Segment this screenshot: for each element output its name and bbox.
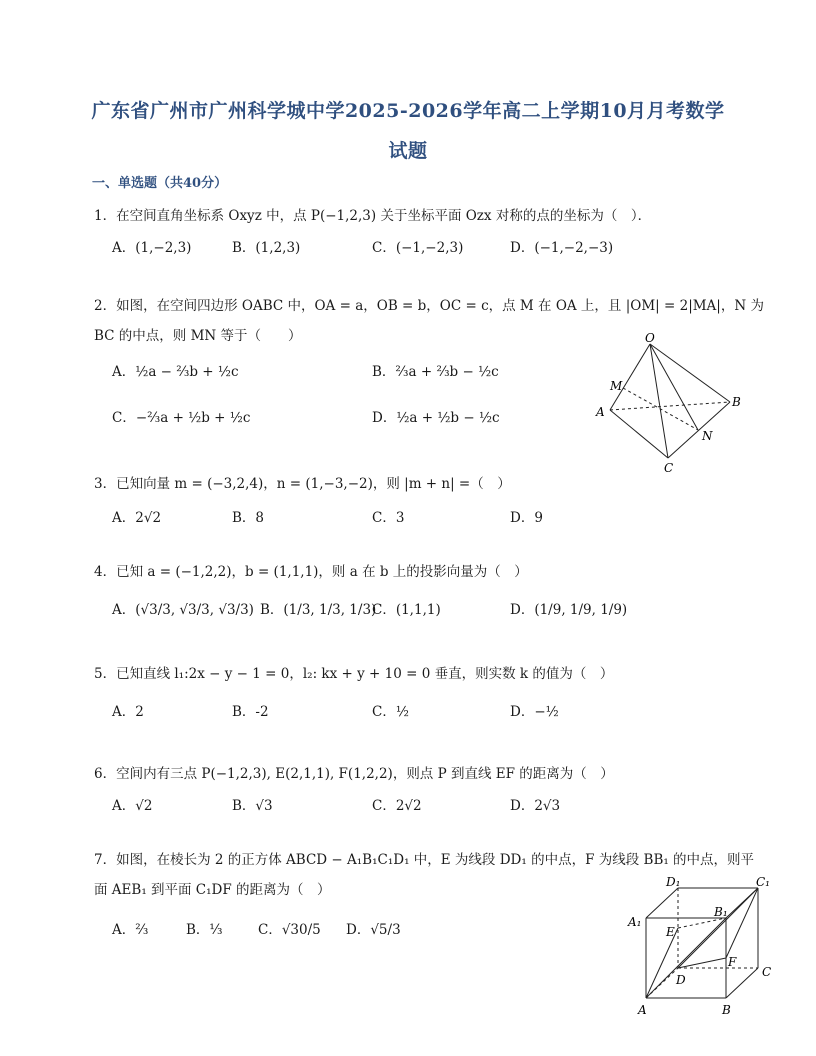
fig2-label-d: D — [676, 973, 686, 987]
q2-option-a: A．½a − ⅔b + ½c — [112, 364, 239, 380]
fig1-label-b: B — [732, 395, 741, 409]
tetrahedron-figure — [590, 332, 750, 474]
question-1-stem: 1．在空间直角坐标系 Oxyz 中，点 P(−1,2,3) 关于坐标平面 Ozx 对称的点的坐标为（ ）． — [94, 208, 652, 224]
q3-option-c: C．3 — [372, 510, 405, 526]
question-2-stem-line2: BC 的中点，则 MN 等于（ ） — [94, 328, 302, 344]
section-heading: 一、单选题（共40分） — [92, 176, 228, 191]
q6-option-a: A．√2 — [112, 798, 153, 814]
fig2-label-e: E — [666, 925, 675, 939]
q6-option-b: B．√3 — [232, 798, 273, 814]
q5-option-a: A．2 — [112, 704, 144, 720]
fig1-label-n: N — [702, 429, 713, 443]
fig2-label-f: F — [728, 955, 737, 969]
question-7-stem: 7．如图，在棱长为 2 的正方体 ABCD − A₁B₁C₁D₁ 中，E 为线段 DD₁ 的中点，F 为线段 BB₁ 的中点，则平 — [94, 852, 755, 868]
fig2-label-c: C — [762, 965, 772, 979]
q2-option-d: D．½a + ½b − ½c — [372, 410, 500, 426]
q3-option-b: B．8 — [232, 510, 265, 526]
q3-option-a: A．2√2 — [112, 510, 162, 526]
fig2-label-a1: A₁ — [628, 915, 642, 929]
cube-figure — [622, 874, 782, 1024]
fig1-label-a: A — [596, 405, 605, 419]
q6-option-d: D．2√3 — [510, 798, 561, 814]
q2-option-c: C．−⅔a + ½b + ½c — [112, 410, 251, 426]
q7-option-a: A．⅔ — [112, 922, 149, 938]
doc-title-line2: 试题 — [388, 140, 428, 162]
question-2-stem: 2．如图，在空间四边形 OABC 中，OA = a，OB = b，OC = c，点 M 在 OA 上，且 |OM| = 2|MA|，N 为 — [94, 298, 764, 314]
q4-option-b: B．(1/3, 1/3, 1/3) — [260, 602, 377, 618]
q1-option-a: A．(1,−2,3) — [112, 240, 192, 256]
q7-option-d: D．√5/3 — [346, 922, 401, 938]
q6-option-c: C．2√2 — [372, 798, 422, 814]
q3-option-d: D．9 — [510, 510, 543, 526]
q7-option-b: B．⅓ — [186, 922, 223, 938]
q2-option-b: B．⅔a + ⅔b − ½c — [372, 364, 499, 380]
q4-option-a: A．(√3/3, √3/3, √3/3) — [112, 602, 254, 618]
q1-option-c: C．(−1,−2,3) — [372, 240, 464, 256]
question-3-stem: 3．已知向量 m = (−3,2,4)，n = (1,−3,−2)，则 |m + n| =（ ） — [94, 476, 511, 492]
q1-option-d: D．(−1,−2,−3) — [510, 240, 614, 256]
fig2-label-c1: C₁ — [756, 875, 770, 889]
q4-option-d: D．(1/9, 1/9, 1/9) — [510, 602, 628, 618]
q4-option-c: C．(1,1,1) — [372, 602, 441, 618]
question-4-stem: 4．已知 a = (−1,2,2)，b = (1,1,1)，则 a 在 b 上的投影向量为（ ） — [94, 564, 528, 580]
question-5-stem: 5．已知直线 l₁:2x − y − 1 = 0，l₂: kx + y + 10 = 0 垂直，则实数 k 的值为（ ） — [94, 666, 614, 682]
question-6-stem: 6．空间内有三点 P(−1,2,3), E(2,1,1), F(1,2,2)，则点 P 到直线 EF 的距离为（ ） — [94, 766, 614, 782]
fig2-label-b1: B₁ — [714, 905, 728, 919]
fig2-label-a: A — [638, 1003, 647, 1017]
fig1-label-m: M — [610, 379, 623, 393]
fig2-label-b: B — [722, 1003, 731, 1017]
q5-option-d: D．−½ — [510, 704, 559, 720]
fig2-label-d1: D₁ — [666, 875, 681, 889]
q5-option-b: B．-2 — [232, 704, 269, 720]
q5-option-c: C．½ — [372, 704, 409, 720]
doc-title-line1: 广东省广州市广州科学城中学2025-2026学年高二上学期10月月考数学 — [91, 100, 725, 122]
fig1-label-o: O — [645, 332, 655, 345]
q1-option-b: B．(1,2,3) — [232, 240, 301, 256]
question-7-stem-line2: 面 AEB₁ 到平面 C₁DF 的距离为（ ） — [94, 882, 331, 898]
fig1-label-c: C — [664, 461, 674, 474]
q7-option-c: C．√30/5 — [258, 922, 321, 938]
